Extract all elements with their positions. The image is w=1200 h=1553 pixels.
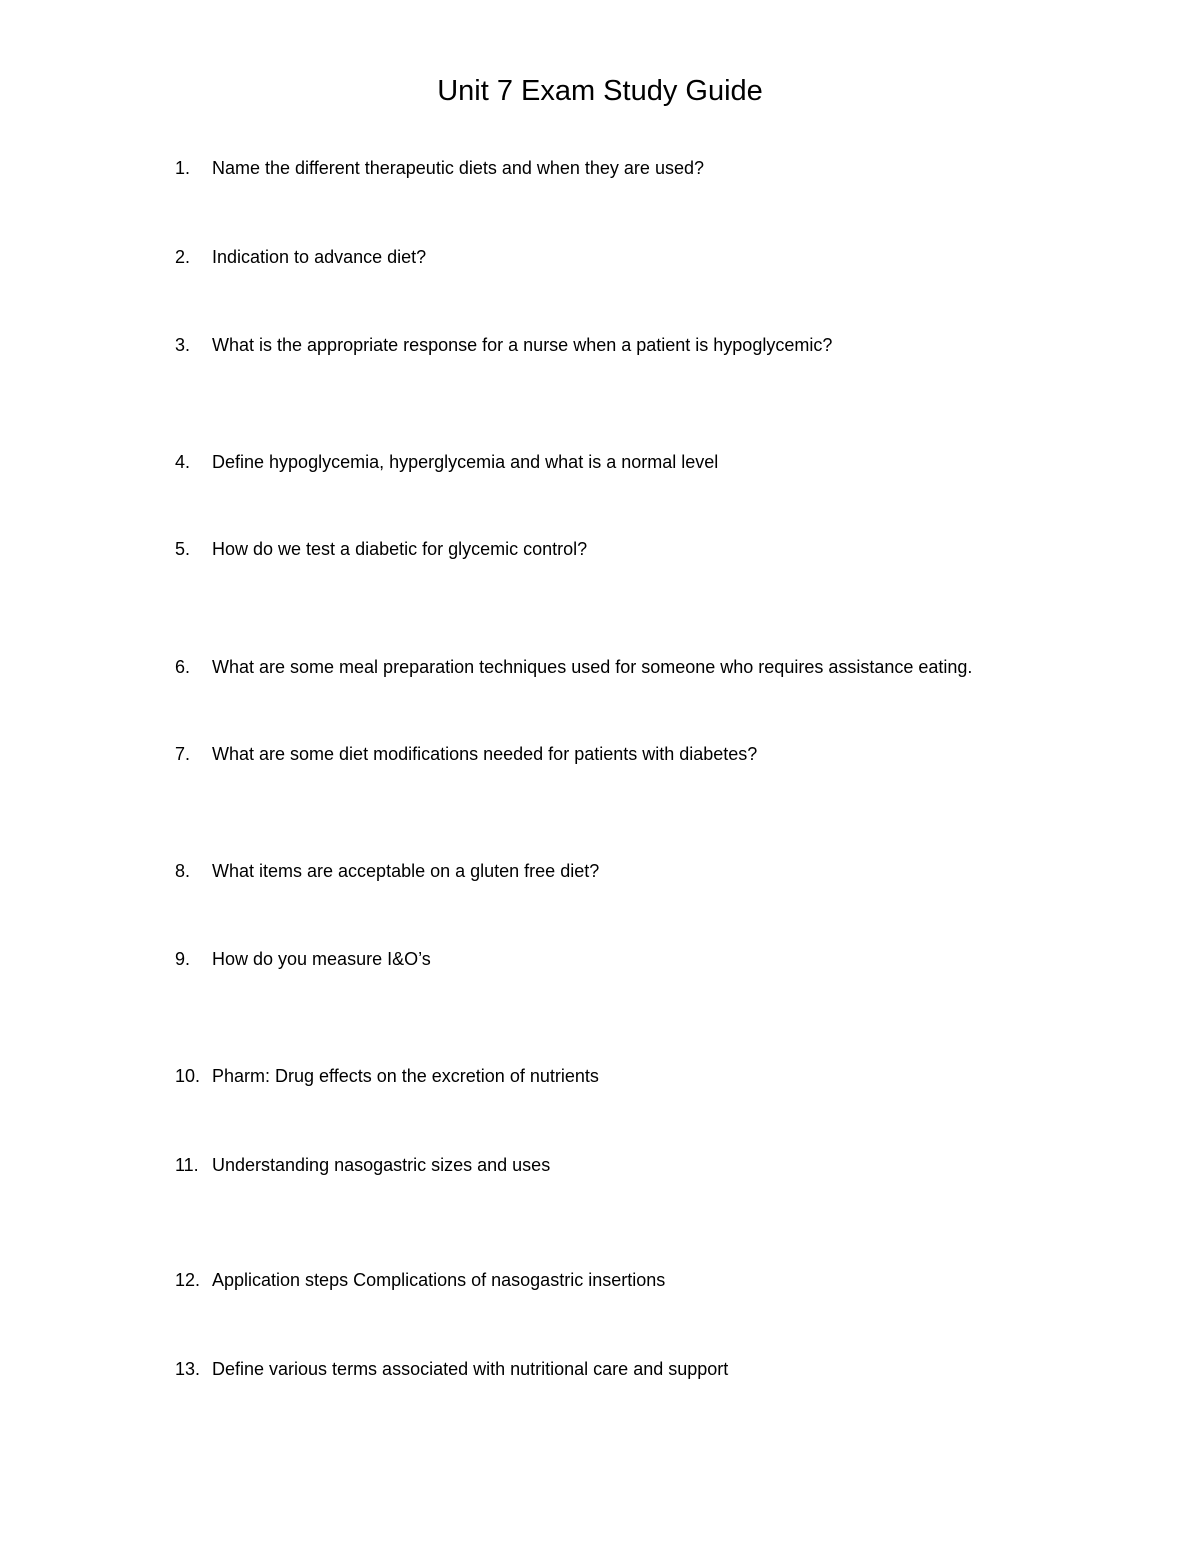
question-item	[175, 1064, 1135, 1088]
question-item	[175, 245, 1135, 269]
question-text: Define various terms associated with nutritional care and support	[212, 1359, 729, 1379]
page-title: Unit 7 Exam Study Guide	[437, 75, 763, 107]
question-item	[175, 1268, 1135, 1292]
question-text: What are some diet modifications needed for patients with diabetes?	[212, 744, 758, 764]
question-text: Pharm: Drug effects on the excretion of nutrients	[212, 1066, 599, 1086]
question-number: 12.	[175, 1270, 201, 1290]
question-text: What are some meal preparation techniques used for someone who requires assistance eating.	[212, 657, 973, 677]
question-text: Indication to advance diet?	[212, 247, 427, 267]
question-item	[175, 655, 1135, 679]
question-number: 4.	[175, 452, 191, 472]
question-item	[175, 1357, 1135, 1381]
question-text: What items are acceptable on a gluten free diet?	[212, 861, 600, 881]
question-number: 5.	[175, 539, 191, 559]
question-text: What is the appropriate response for a nurse when a patient is hypoglycemic?	[212, 335, 833, 355]
question-number: 7.	[175, 744, 191, 764]
question-text: Name the different therapeutic diets and when they are used?	[212, 158, 704, 178]
question-number: 13.	[175, 1359, 201, 1379]
question-item	[175, 859, 1135, 883]
question-item	[175, 537, 1135, 561]
question-text: Understanding nasogastric sizes and uses	[212, 1155, 551, 1175]
question-text: Define hypoglycemia, hyperglycemia and what is a normal level	[212, 452, 719, 472]
question-item	[175, 156, 1135, 180]
question-number: 6.	[175, 657, 191, 677]
question-number: 9.	[175, 949, 191, 969]
question-text: How do you measure I&O’s	[212, 949, 431, 969]
question-number: 11.	[175, 1155, 199, 1175]
question-text: How do we test a diabetic for glycemic control?	[212, 539, 588, 559]
question-item	[175, 742, 1135, 766]
question-item	[175, 333, 1135, 357]
question-item	[175, 947, 1135, 971]
question-text: Application steps Complications of nasogastric insertions	[212, 1270, 666, 1290]
question-number: 3.	[175, 335, 191, 355]
question-item	[175, 450, 1135, 474]
question-number: 1.	[175, 158, 191, 178]
question-number: 10.	[175, 1066, 201, 1086]
question-number: 2.	[175, 247, 191, 267]
question-number: 8.	[175, 861, 191, 881]
question-item	[175, 1153, 1135, 1177]
